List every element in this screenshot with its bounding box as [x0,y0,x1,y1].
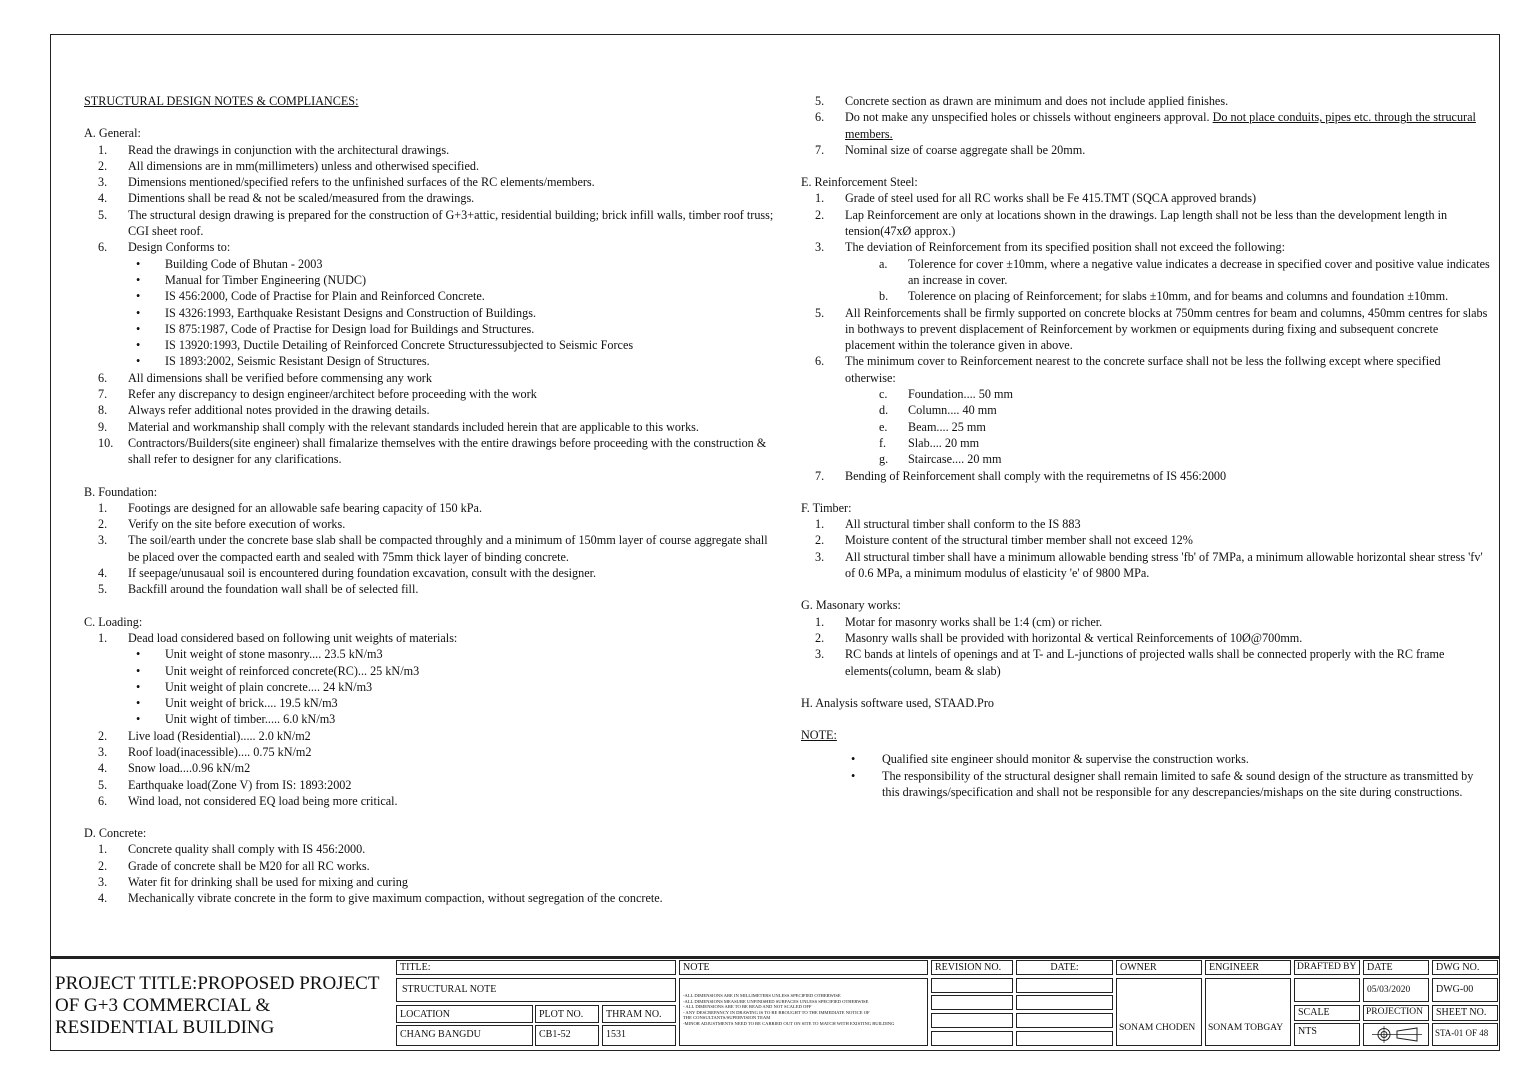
sub-list-item: g. Staircase.... 20 mm [879,452,1002,467]
thram-value: 1531 [602,1025,676,1046]
title-value: STRUCTURAL NOTE [396,978,676,1002]
list-item: 1. Read the drawings in conjunction with the architectural drawings. [98,142,450,157]
section-b-heading: B. Foundation: [84,484,158,499]
bullet-item: • Unit weight of brick.... 19.5 kN/m3 [136,696,338,711]
date-label: DATE: [1016,960,1113,975]
engineer-value: SONAM TOBGAY [1205,978,1291,1046]
dwg-label: DWG NO. [1432,960,1498,975]
list-item: 4. Mechanically vibrate concrete in the form to give maximum compaction, without segregation of the concrete. [98,891,663,906]
date-cell [1016,1031,1113,1046]
bullet-icon: • [136,305,141,320]
note-line: THE CONSULTANTS/SUPERVISION TEAM [683,1015,771,1021]
list-item: 8. Always refer additional notes provided in the drawing details. [98,403,430,418]
bullet-icon: • [136,289,141,304]
list-item: 2. Lap Reinforcement are only at locations shown in the drawings. Lap length shall not be less than the development length in tension(47xØ approx.) [815,207,1448,239]
notes-right-column [801,93,1491,800]
bullet-icon: • [136,663,141,678]
list-item: 5. Backfill around the foundation wall shall be of selected fill. [98,582,419,597]
notes-left-column [84,93,774,907]
bullet-icon: • [136,256,141,271]
note-line: - ALL DIMENSIONS ARE TO BE READ AND NOT SCALED OFF [683,1004,812,1010]
list-item: 5. Concrete section as drawn are minimum and does not include applied finishes. [815,94,1229,108]
list-item: 1. All structural timber shall conform to the IS 883 [815,517,1081,532]
section-g-heading: G. Masonary works: [801,598,901,613]
list-item: 3. Roof load(inacessible).... 0.75 kN/m2 [98,744,312,759]
sub-list-item: c. Foundation.... 50 mm [879,387,1013,402]
list-item: 1. Motar for masonry works shall be 1:4 (cm) or richer. [815,614,1103,629]
bullet-item: • Unit wight of timber..... 6.0 kN/m3 [136,712,336,727]
bullet-icon: • [136,712,141,727]
section-e-heading: E. Reinforcement Steel: [801,175,918,190]
section-a-heading: A. General: [84,126,141,141]
title-label: TITLE: [396,960,676,975]
revision-cell [931,995,1013,1010]
bullet-icon: • [136,696,141,711]
sub-list-item: e. Beam.... 25 mm [879,419,986,434]
revision-cell [931,1031,1013,1046]
engineer-label: ENGINEER [1205,960,1291,975]
list-item: 1. Dead load considered based on following unit weights of materials: [98,630,458,645]
list-item: 5. All Reinforcements shall be firmly supported on concrete blocks at 750mm centres for beam and columns, 450mm centres for slabs in bothways to prevent displacement of Reinforcement by workmen or equipments during fixing and subsequent concrete placement within the tolerance given in above. [815,305,1488,353]
section-f-heading: F. Timber: [801,500,852,515]
location-value: CHANG BANGDU [396,1025,533,1046]
thram-label: THRAM NO. [602,1005,676,1023]
list-item: 5. Earthquake load(Zone V) from IS: 1893:2002 [98,777,352,792]
list-item: 1. Grade of steel used for all RC works shall be Fe 415.TMT (SQCA approved brands) [815,191,1257,206]
bullet-item: • Building Code of Bhutan - 2003 [136,256,323,271]
bullet-item: • IS 4326:1993, Earthquake Resistant Designs and Construction of Buildings. [136,305,537,320]
bullet-icon: • [136,354,141,369]
list-item: 3. The soil/earth under the concrete base slab shall be compacted throughly and a minimum of 150mm layer of course aggregate shall be placed over the compacted earth and sealed with 75mm thick layer of binding concrete. [98,533,768,564]
bullet-icon: • [136,272,141,287]
list-item: 3. Water fit for drinking shall be used for mixing and curing [98,875,408,890]
note-text [679,978,928,1046]
note-line: - ANY DESCREPANCY IN DRAWING IS TO BE BROUGHT TO THE IMMEDIATE NOTICE OF [683,1009,870,1015]
scale-label: SCALE [1294,1005,1360,1021]
notes-title: STRUCTURAL DESIGN NOTES & COMPLIANCES: [84,94,359,108]
bullet-item: • IS 1893:2002, Seismic Resistant Design of Structures. [136,354,430,369]
sub-list-item: d. Column.... 40 mm [879,403,997,418]
list-item: 6. Do not make any unspecified holes or chissels without engineers approval. Do not place conduits, pipes etc. through the strucural members. [815,110,1476,141]
section-c-heading: C. Loading: [84,614,143,629]
sub-list-item: a. Tolerence for cover ±10mm, where a negative value indicates a decrease in specified cover and positive value indicates an increase in cover. [879,256,1490,287]
drafted-label: DRAFTED BY [1294,960,1360,975]
bullet-icon: • [136,679,141,694]
sub-list-item: f. Slab.... 20 mm [879,435,980,450]
drafted-value [1294,978,1360,1002]
date-cell [1016,995,1113,1010]
list-item: 2. Masonry walls shall be provided with horizontal & vertical Reinforcements of 10Ø@700mm. [815,630,1303,645]
list-item: 3. Dimensions mentioned/specified refers to the unfinished surfaces of the RC elements/members. [98,175,595,190]
bullet-icon: • [136,321,141,336]
list-item: 4. If seepage/unusaual soil is encountered during foundation excavation, consult with the designer. [98,566,597,581]
list-item: 2. All dimensions are in mm(millimeters) unless and otherwised specified. [98,158,479,173]
revision-cell [931,978,1013,993]
list-item: 1. Concrete quality shall comply with IS 456:2000. [98,842,366,857]
plot-value: CB1-52 [535,1025,599,1046]
note-item: • The responsibility of the structural designer shall remain limited to safe & sound design of the structure as transmitted by this drawings/specification and shall not be responsible for any descrepancies/mishaps on the site during constructions. [851,768,1474,799]
note-item: • Qualified site engineer should monitor & supervise the construction works. [851,752,1249,767]
sheet-value: STA-01 OF 48 [1432,1023,1498,1046]
list-item: 10. Contractors/Builders(site engineer) shall fimalarize themselves with the entire drawings before proceeding with the construction & shall refer to designer for any clarifications. [98,435,767,467]
list-item: 6. Design Conforms to: [98,240,231,255]
plot-label: PLOT NO. [535,1005,599,1023]
list-item: 2. Moisture content of the structural timber member shall not exceed 12% [815,533,1193,548]
note-line: -MINOR ADJUSTMENTS NEED TO BE CARRIED OUT ON SITE TO MATCH WITH EXISTING BUILDING [683,1020,895,1026]
date2-label: DATE [1363,960,1429,975]
note-line: -ALL DIMENSIONS ARE IN MILLIMETERS UNLESS SPECIFIED OTHERWISE [683,993,841,998]
list-item: 5. The structural design drawing is prepared for the construction of G+3+attic, residential building; brick infill walls, timber roof truss; CGI sheet roof. [98,207,774,239]
projection-label: PROJECTION [1363,1005,1429,1021]
list-item: 4. Snow load....0.96 kN/m2 [98,761,251,776]
list-item: 7. Bending of Reinforcement shall comply with the requiremetns of IS 456:2000 [815,468,1227,483]
list-item: 2. Live load (Residential)..... 2.0 kN/m2 [98,728,311,743]
date-cell [1016,1013,1113,1028]
bullet-item: • Unit weight of stone masonry.... 23.5 kN/m3 [136,647,383,662]
bullet-item: • IS 875:1987, Code of Practise for Design load for Buildings and Structures. [136,321,535,336]
note-label: NOTE [679,960,928,975]
list-item: 6. All dimensions shall be verified before commensing any work [98,370,432,385]
list-item: 3. RC bands at lintels of openings and at T- and L-junctions of projected walls shall be connected properly with the RC frame elements(column, beam & slab) [815,647,1445,678]
owner-value: SONAM CHODEN [1116,978,1202,1046]
list-item: 2. Verify on the site before execution of works. [98,517,346,532]
scale-value: NTS [1294,1023,1360,1046]
list-item: 6. The minimum cover to Reinforcement nearest to the concrete surface shall not be less the follwing except where specified otherwise: [815,354,1441,385]
bullet-item: • IS 13920:1993, Ductile Detailing of Reinforced Concrete Structuressubjected to Seismic Forces [136,338,634,353]
owner-label: OWNER [1116,960,1202,975]
sheet-label: SHEET NO. [1432,1005,1498,1021]
dwg-value: DWG-00 [1432,978,1498,1002]
project-title: PROJECT TITLE:PROPOSED PROJECT OF G+3 COMMERCIAL & RESIDENTIAL BUILDING [55,973,380,1038]
revision-cell [931,1013,1013,1028]
bullet-item: • Manual for Timber Engineering (NUDC) [136,272,367,287]
section-h-line: H. Analysis software used, STAAD.Pro [801,695,994,710]
list-item: 7. Refer any discrepancy to design engineer/architect before proceeding with the work [98,387,537,402]
bullet-icon: • [851,768,856,783]
bullet-icon: • [136,647,141,662]
note-line: -ALL DIMENSIONS MEASURE UNFINISHED SURFACES UNLESS SPECIFIED OTHERWISE [683,998,869,1004]
list-item: 2. Grade of concrete shall be M20 for all RC works. [98,858,370,873]
list-item: 1. Footings are designed for an allowable safe bearing capacity of 150 kPa. [98,500,482,515]
list-item: 7. Nominal size of coarse aggregate shall be 20mm. [815,142,1086,157]
section-d-heading: D. Concrete: [84,826,147,841]
list-item: 9. Material and workmanship shall comply with the relevant standards included herein that are applicable to this works. [98,419,699,434]
location-label: LOCATION [396,1005,533,1023]
list-item: 4. Dimentions shall be read & not be scaled/measured from the drawings. [98,191,475,206]
bullet-icon: • [136,338,141,353]
bullet-item: • Unit weight of plain concrete.... 24 kN/m3 [136,679,373,694]
list-item: 6. Wind load, not considered EQ load being more critical. [98,793,398,808]
date2-value: 05/03/2020 [1363,978,1429,1002]
revision-label: REVISION NO. [931,960,1013,975]
projection-symbol-icon [1363,1023,1429,1046]
bullet-item: • Unit weight of reinforced concrete(RC)... 25 kN/m3 [136,663,420,678]
sub-list-item: b. Tolerence on placing of Reinforcement; for slabs ±10mm, and for beams and columns and foundation ±10mm. [879,289,1449,304]
list-item: 3. The deviation of Reinforcement from its specified position shall not exceed the following: [815,240,1285,255]
date-cell [1016,978,1113,993]
list-item: 3. All structural timber shall have a minimum allowable bending stress 'fb' of 7MPa, a minimum allowable horizontal shear stress 'fv' of 0.6 MPa, a minimum modulus of elasticity 'e' of 9800 MPa. [815,549,1483,581]
note-heading: NOTE: [801,728,837,743]
bullet-item: • IS 456:2000, Code of Practise for Plain and Reinforced Concrete. [136,289,485,304]
bullet-icon: • [851,752,856,767]
